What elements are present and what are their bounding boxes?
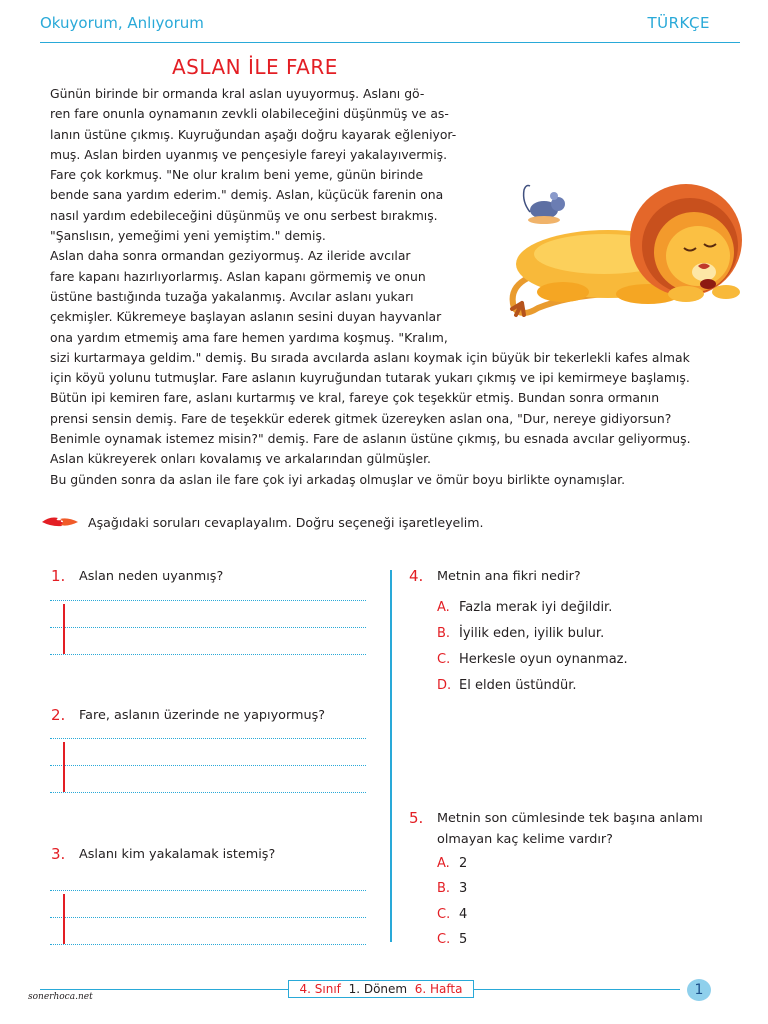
lion-mouse-illustration: [508, 168, 748, 318]
question-3-number: 3.: [51, 845, 66, 863]
q5-option-b-letter[interactable]: B.: [437, 881, 451, 896]
story-line: prensi sensin demiş. Fare de teşekkür ederek gitmek üzereyken aslan ona, "Dur, nereye gidiyorsun?: [50, 410, 672, 426]
question-4-number: 4.: [409, 567, 424, 585]
q5-option-d-text: 5: [459, 932, 468, 947]
q4-option-c-text: Herkesle oyun oynanmaz.: [459, 652, 628, 667]
question-1-text: Aslan neden uyanmış?: [79, 569, 224, 584]
q5-option-a-letter[interactable]: A.: [437, 856, 450, 871]
q5-option-b-text: 3: [459, 881, 468, 896]
story-line: "Şanslısın, yemeğimi yeni yemiştim." demiş.: [50, 228, 326, 244]
q5-option-c-text: 4: [459, 907, 468, 922]
header-subject-title: Okuyorum, Anlıyorum: [40, 14, 204, 32]
story-line: çekmişler. Kükremeye başlayan aslanın sesini duyan hayvanlar: [50, 309, 442, 325]
question-2-text: Fare, aslanın üzerinde ne yapıyormuş?: [79, 708, 326, 723]
answer-lines-2[interactable]: [50, 738, 366, 798]
story-line: ona yardım etmemiş ama fare hemen yardıma koşmuş. "Kralım,: [50, 329, 448, 345]
story-line: Fare çok korkmuş. "Ne olur kralım beni yeme, günün birinde: [50, 167, 424, 183]
q4-option-c-letter[interactable]: C.: [437, 652, 451, 667]
q4-option-a-letter[interactable]: A.: [437, 600, 450, 615]
answer-lines-3[interactable]: [50, 890, 366, 950]
question-5-number: 5.: [409, 809, 424, 827]
story-line: Aslan kükreyerek onları kovalamış ve arkalarından gülmüşler.: [50, 451, 431, 467]
story-line: Aslan daha sonra ormandan geziyormuş. Az ileride avcılar: [50, 248, 411, 264]
footer-term: 1. Dönem: [348, 982, 408, 996]
q4-option-b-letter[interactable]: B.: [437, 626, 451, 641]
question-3-text: Aslanı kim yakalamak istemiş?: [79, 847, 276, 862]
question-4-text: Metnin ana fikri nedir?: [437, 569, 581, 584]
instruction-row: [40, 514, 484, 530]
story-line: bende sana yardım ederim." demiş. Aslan, küçücük farenin ona: [50, 187, 444, 203]
story-title: ASLAN İLE FARE: [172, 55, 338, 79]
story-line: Bu günden sonra da aslan ile fare çok iyi arkadaş olmuşlar ve ömür boyu birlikte oynamışlar.: [50, 471, 626, 487]
answer-lines-1[interactable]: [50, 600, 366, 660]
story-line: Günün birinde bir ormanda kral aslan uyuyormuş. Aslanı gö-: [50, 86, 425, 101]
story-line: muş. Aslan birden uyanmış ve pençesiyle fareyi yakalayıvermiş.: [50, 146, 448, 162]
site-logo: sonerhoca.net: [28, 992, 93, 1002]
page-number: 1: [687, 979, 711, 1001]
story-line: lanın üstüne çıkmış. Kuyruğundan aşağı doğru kayarak eğleniyor-: [50, 126, 457, 142]
q4-option-d-letter[interactable]: D.: [437, 678, 452, 693]
question-1-number: 1.: [51, 567, 66, 585]
q5-option-a-text: 2: [459, 856, 468, 871]
q5-option-c-letter[interactable]: C.: [437, 907, 451, 922]
story-line: Bütün ipi kemiren fare, aslanı kurtarmış ve kral, fareye çok teşekkür etmiş. Bundan sonra ormanın: [50, 390, 660, 406]
story-line: ren fare onunla oynamanın zevkli olabileceğini düşünmüş ve as-: [50, 106, 449, 122]
header-divider: [40, 42, 740, 43]
question-5-text-line2: olmayan kaç kelime vardır?: [437, 832, 613, 847]
story-line: Benimle oynamak istemez misin?" demiş. Fare de aslanın üstüne çıkmış, bu esnada avcılar geliyormuş.: [50, 431, 691, 447]
q4-option-b-text: İyilik eden, iyilik bulur.: [459, 626, 605, 641]
footer-info-box: [288, 980, 474, 998]
footer-week: 6. Hafta: [414, 982, 463, 996]
story-line: fare kapanı hazırlıyorlarmış. Aslan kapanı görmemiş ve onun: [50, 268, 426, 284]
story-line: nasıl yardım edebileceğini düşünmüş ve onu serbest bırakmış.: [50, 207, 438, 223]
instruction-text: Aşağıdaki soruları cevaplayalım. Doğru seçeneği işaretleyelim.: [88, 514, 484, 530]
q5-option-d-letter[interactable]: C.: [437, 932, 451, 947]
header-course: TÜRKÇE: [647, 14, 710, 32]
flame-arrow-icon: [40, 514, 80, 530]
question-2-number: 2.: [51, 706, 66, 724]
footer-grade: 4. Sınıf: [299, 982, 341, 996]
q4-option-a-text: Fazla merak iyi değildir.: [459, 600, 613, 615]
story-line: için köyü yolunu tutmuşlar. Fare aslanın kuyruğundan tutarak yukarı çıkmış ve ipi kemirmeye başlamış.: [50, 370, 690, 386]
question-5-text-line1: Metnin son cümlesinde tek başına anlamı: [437, 811, 703, 826]
q4-option-d-text: El elden üstündür.: [459, 678, 577, 693]
story-line: sizi kurtarmaya geldim." demiş. Bu sırada avcılarda aslanı koymak için büyük bir tekerlekli kafes almak: [50, 349, 690, 365]
column-divider: [390, 570, 392, 942]
story-line: üstüne bastığında tuzağa yakalanmış. Avcılar aslanı yukarı: [50, 288, 414, 304]
